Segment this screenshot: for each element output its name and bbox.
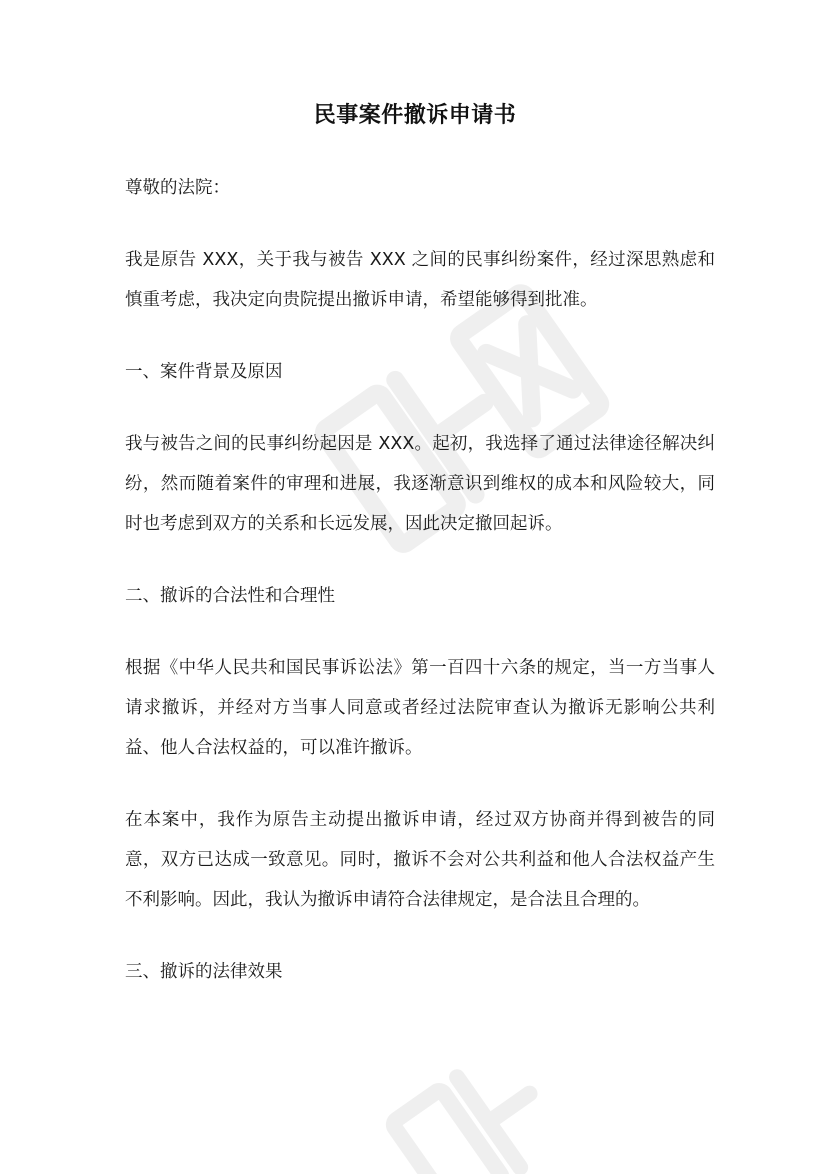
section2-paragraph-1: 根据《中华人民共和国民事诉讼法》第一百四十六条的规定，当一方当事人请求撤诉，并经对方当事人同意或者经过法院审查认为撤诉无影响公共利益、他人合法权益的，可以准许撤诉。 (125, 658, 715, 758)
section2-heading: 二、撤诉的合法性和合理性 (125, 586, 335, 606)
watermark-graphic-bottom (380, 1040, 580, 1174)
salutation: 尊敬的法院： (125, 178, 230, 198)
section2-paragraph-2: 在本案中，我作为原告主动提出撤诉申请，经过双方协商并得到被告的同意，双方已达成一致意见。同时，撤诉不会对公共利益和他人合法权益产生不利影响。因此，我认为撤诉申请符合法律规定，是合法且合理的。 (125, 810, 715, 910)
section3-heading: 三、撤诉的法律效果 (125, 962, 283, 982)
document-title: 民事案件撤诉申请书 (313, 103, 517, 128)
section1-heading: 一、案件背景及原因 (125, 362, 283, 382)
section1-paragraph: 我与被告之间的民事纠纷起因是 XXX。起初，我选择了通过法律途径解决纠纷，然而随着案件的审理和进展，我逐渐意识到维权的成本和风险较大，同时也考虑到双方的关系和长远发展，因此决定撤回起诉。 (125, 434, 715, 534)
document-body (125, 168, 715, 1024)
intro-paragraph: 我是原告 XXX，关于我与被告 XXX 之间的民事纠纷案件，经过深思熟虑和慎重考虑，我决定向贵院提出撤诉申请，希望能够得到批准。 (125, 250, 715, 310)
